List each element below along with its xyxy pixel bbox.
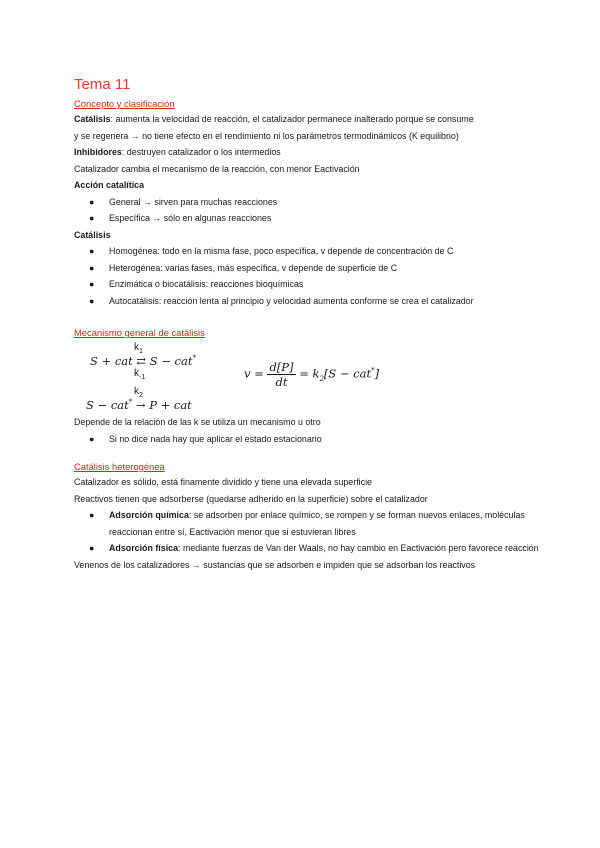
- section-heading-heterogenea: Catálisis heterogénea: [74, 461, 165, 472]
- catalisis-types-label: Catálisis: [74, 229, 111, 240]
- k-minus1-label: $k_{-1}$: [134, 368, 146, 381]
- bullet-icon: ●: [89, 262, 95, 273]
- depende-line: Depende de la relación de las k se utiliza un mecanismo u otro: [74, 417, 321, 427]
- list-item-text: Si no dice nada hay que aplicar el estado estacionario: [109, 433, 322, 444]
- page-title: Tema 11: [74, 76, 131, 93]
- inhibidores-text: : destruyen catalizador o los intermedios: [121, 147, 281, 157]
- list-item: [74, 293, 544, 310]
- mechanism-equations: [74, 340, 544, 414]
- list-item: [74, 194, 544, 211]
- list-item: [74, 276, 544, 293]
- catalisis-label: Catálisis: [74, 114, 111, 124]
- section-heading-concepto: Concepto y clasificación: [74, 98, 175, 109]
- list-item: [74, 243, 544, 260]
- list-item-text: Heterogénea: varias fases, más específica, v depende de superficie de C: [109, 262, 398, 273]
- inhibidores-label: Inhibidores: [74, 147, 122, 157]
- list-item: [74, 507, 544, 540]
- bullet-icon: ●: [89, 543, 95, 553]
- catalisis-definition: [74, 111, 544, 128]
- adsorcion-quimica-label: Adsorción química: [109, 510, 189, 520]
- list-item-text: Autocatálisis: reacción lenta al principio y velocidad aumenta conforme se crea el catalizador: [109, 295, 474, 306]
- heterogenea-line-2: Reactivos tienen que adsorberse (quedarse adherido en la superficie) sobre el catalizador: [74, 493, 428, 504]
- equation-2: S − cat* → P + cat: [86, 398, 192, 412]
- catalisis-text-2: y se regenera → no tiene efecto en el rendimiento ni los parámetros termodinámicos (K equilibrio): [74, 130, 459, 141]
- heterogenea-line-1: Catalizador es sólido, está finamente dividido y tiene una elevada superficie: [74, 477, 372, 487]
- equation-1: S + cat ⇄ S − cat*: [90, 354, 196, 368]
- section-heading-mecanismo: Mecanismo general de catálisis: [74, 327, 205, 338]
- list-item-text: General → sirven para muchas reacciones: [109, 196, 278, 207]
- inhibidores-definition: [74, 144, 544, 161]
- k1-label: $k_1$: [134, 342, 143, 355]
- mecanismo-line: Catalizador cambia el mecanismo de la reacción, con menor Eactivación: [74, 163, 360, 174]
- document-content: [74, 76, 544, 573]
- mecanismo-list: [74, 431, 544, 448]
- adsorcion-fisica-label: Adsorción física: [109, 543, 179, 553]
- rate-equation: v = $\frac{d[P]}{dt}$ = $k_2[S - cat^*]$: [244, 360, 380, 389]
- accion-catalitica-label: Acción catalítica: [74, 180, 145, 190]
- bullet-icon: ●: [89, 295, 95, 306]
- k2-label: $k_2$: [134, 386, 143, 399]
- list-item-text: Específica → sólo en algunas reacciones: [109, 213, 272, 223]
- list-item-text: Enzimática o biocatálisis: reacciones bioquímicas: [109, 279, 304, 289]
- venenos-line: Venenos de los catalizadores → sustancias que se adsorben e impiden que se adsorban los reactivos: [74, 559, 476, 570]
- rate-fraction: $\frac{d[P]}{dt}$: [269, 360, 294, 389]
- bullet-icon: ●: [89, 196, 95, 207]
- list-item: [74, 540, 544, 557]
- catalisis-text-1: : aumenta la velocidad de reacción, el catalizador permanece inalterado porque se consume: [110, 114, 474, 124]
- list-item-text: Homogénea: todo en la misma fase, poco específica, v depende de concentración de C: [109, 246, 454, 256]
- bullet-icon: ●: [89, 279, 95, 289]
- bullet-icon: ●: [89, 246, 95, 256]
- adsorcion-quimica-text: : se adsorben por enlace químico, se rompen y se forman nuevos enlaces, moléculas reaccionan entre sí, Eactivación menor que si estuvieran libres: [109, 510, 525, 537]
- list-item: [74, 210, 544, 227]
- bullet-icon: ●: [89, 213, 95, 223]
- catalisis-list: [74, 243, 544, 309]
- bullet-icon: ●: [89, 433, 95, 444]
- list-item: [74, 260, 544, 277]
- adsorcion-fisica-text: : mediante fuerzas de Van der Waals, no hay cambio en Eactivación pero favorece reacción: [178, 543, 539, 553]
- list-item: [74, 431, 544, 448]
- accion-list: [74, 194, 544, 227]
- adsorcion-list: [74, 507, 544, 557]
- bullet-icon: ●: [89, 510, 95, 520]
